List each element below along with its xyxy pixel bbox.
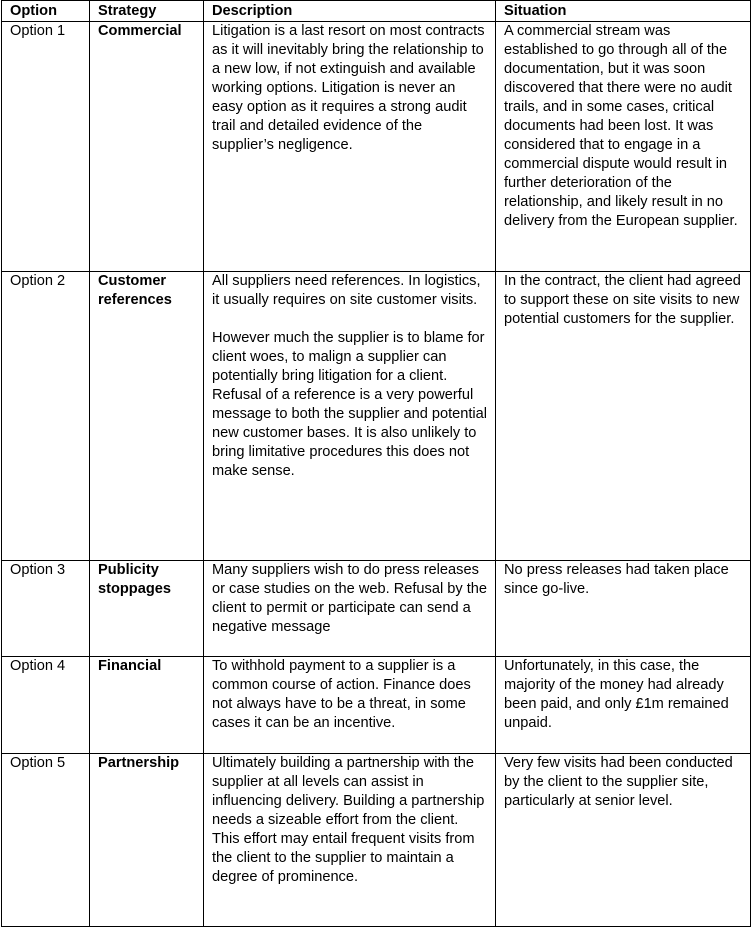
situation-cell: A commercial stream was established to go through all of the documentation, but it was soon discovered that there were no audit trails, and in some cases, critical documents had been lost. It was considered that to engage in a commercial dispute would result in further deterioration of the relationship, and likely result in no delivery from the European supplier. <box>496 22 751 272</box>
table-row <box>2 272 751 561</box>
option-cell: Option 3 <box>2 561 90 657</box>
situation-cell: Unfortunately, in this case, the majority of the money had already been paid, and only £1m remained unpaid. <box>496 657 751 754</box>
strategy-cell: Publicity stoppages <box>90 561 204 657</box>
description-cell <box>204 657 496 754</box>
description-paragraph: However much the supplier is to blame for client woes, to malign a supplier can potentially bring litigation for a client. Refusal of a reference is a very powerful message to both the supplier and potential new customer bases. It is also unlikely to bring limitative procedures this does not make sense. <box>212 330 488 479</box>
header-situation: Situation <box>496 1 751 22</box>
description-paragraph: All suppliers need references. In logistics, it usually requires on site customer visits. <box>212 273 481 308</box>
situation-cell: No press releases had taken place since go-live. <box>496 561 751 657</box>
table-row <box>2 561 751 657</box>
option-cell: Option 5 <box>2 754 90 927</box>
situation-cell: In the contract, the client had agreed to support these on site visits to new potential customers for the supplier. <box>496 272 751 561</box>
strategy-cell: Customer references <box>90 272 204 561</box>
header-strategy: Strategy <box>90 1 204 22</box>
header-description: Description <box>204 1 496 22</box>
strategy-cell: Partnership <box>90 754 204 927</box>
description-cell <box>204 22 496 272</box>
strategy-options-table <box>1 0 751 927</box>
description-paragraph: Many suppliers wish to do press releases or case studies on the web. Refusal by the client to permit or participate can send a negative message <box>212 562 488 635</box>
table-row <box>2 22 751 272</box>
description-cell <box>204 754 496 927</box>
situation-cell: Very few visits had been conducted by the client to the supplier site, particularly at senior level. <box>496 754 751 927</box>
header-option: Option <box>2 1 90 22</box>
strategy-cell: Financial <box>90 657 204 754</box>
table-row <box>2 754 751 927</box>
header-row <box>2 1 751 22</box>
description-cell <box>204 272 496 561</box>
description-cell <box>204 561 496 657</box>
description-paragraph: To withhold payment to a supplier is a common course of action. Finance does not always have to be a threat, in some cases it can be an incentive. <box>212 658 471 731</box>
option-cell: Option 4 <box>2 657 90 754</box>
table-row <box>2 657 751 754</box>
strategy-cell: Commercial <box>90 22 204 272</box>
description-paragraph: Ultimately building a partnership with the supplier at all levels can assist in influencing delivery. Building a partnership needs a sizeable effort from the client. This effort may entail frequent visits from the client to the supplier to maintain a degree of prominence. <box>212 755 485 885</box>
option-cell: Option 2 <box>2 272 90 561</box>
option-cell: Option 1 <box>2 22 90 272</box>
description-paragraph: Litigation is a last resort on most contracts as it will inevitably bring the relationship to a new low, if not extinguish and available working options. Litigation is never an easy option as it requires a strong audit trail and detailed evidence of the supplier’s negligence. <box>212 23 485 153</box>
